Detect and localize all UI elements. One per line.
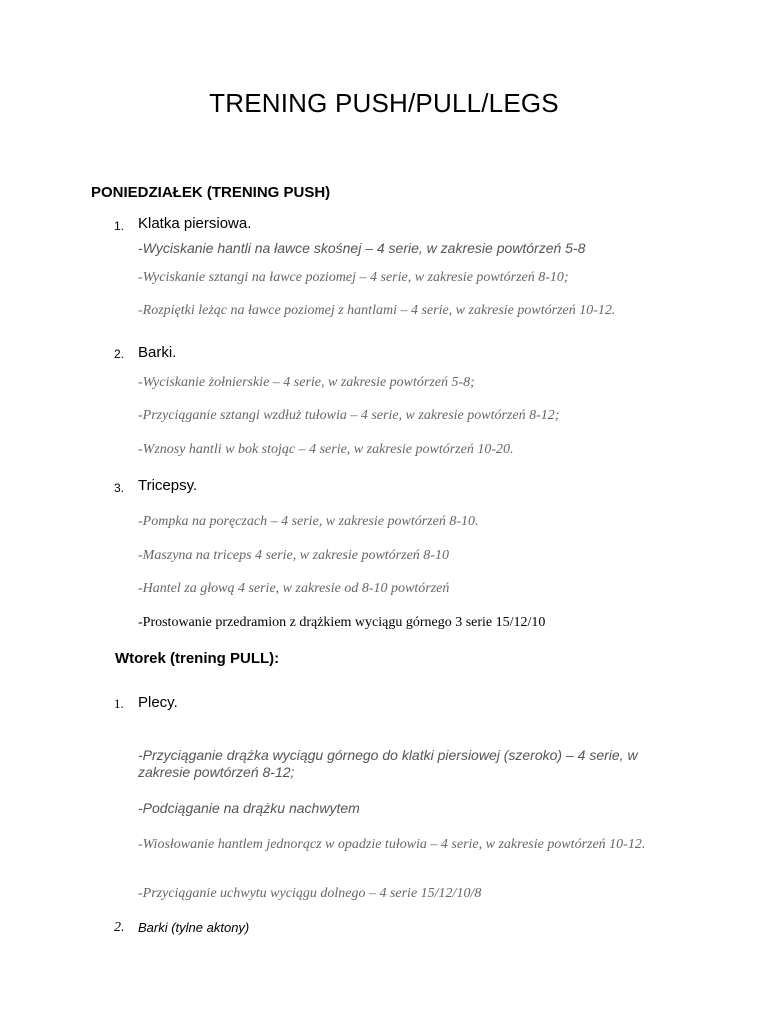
document-title: TRENING PUSH/PULL/LEGS: [209, 88, 559, 118]
exercise-item: -Rozpiętki leżąc na ławce poziomej z hantlami – 4 serie, w zakresie powtórzeń 10-12.: [138, 303, 616, 318]
group-number: 2.: [114, 347, 125, 361]
group-name-back: Plecy.: [138, 694, 178, 711]
monday-heading: PONIEDZIAŁEK (TRENING PUSH): [91, 184, 331, 201]
exercise-item: -Przyciąganie uchwytu wyciągu dolnego – 4 serie 15/12/10/8: [138, 886, 482, 901]
group-name-shoulders: Barki.: [138, 344, 177, 361]
group-number: 2.: [114, 920, 125, 935]
group-name-rear-delts: Barki (tylne aktony): [138, 920, 250, 935]
exercise-item: -Przyciąganie sztangi wzdłuż tułowia – 4 serie, w zakresie powtórzeń 8-12;: [138, 408, 560, 423]
group-number: 1.: [114, 219, 125, 233]
exercise-item: -Pompka na poręczach – 4 serie, w zakresie powtórzeń 8-10.: [138, 514, 479, 529]
exercise-item: -Prostowanie przedramion z drążkiem wyciągu górnego 3 serie 15/12/10: [138, 615, 546, 630]
exercise-item: -Maszyna na triceps 4 serie, w zakresie powtórzeń 8-10: [138, 548, 449, 563]
exercise-item: -Wyciskanie hantli na ławce skośnej – 4 serie, w zakresie powtórzeń 5-8: [138, 240, 586, 256]
exercise-item: -Wyciskanie żołnierskie – 4 serie, w zakresie powtórzeń 5-8;: [138, 375, 475, 390]
exercise-item: -Wiosłowanie hantlem jednorącz w opadzie tułowia – 4 serie, w zakresie powtórzeń 10-12.: [138, 837, 646, 852]
exercise-item: -Hantel za głową 4 serie, w zakresie od 8-10 powtórzeń: [138, 581, 450, 596]
group-name-triceps: Tricepsy.: [138, 477, 198, 494]
tuesday-heading: Wtorek (trening PULL):: [115, 650, 280, 667]
exercise-item: -Wznosy hantli w bok stojąc – 4 serie, w zakresie powtórzeń 10-20.: [138, 442, 514, 457]
group-name-chest: Klatka piersiowa.: [138, 215, 252, 232]
exercise-item: -Przyciąganie drążka wyciągu górnego do klatki piersiowej (szeroko) – 4 serie, w zakresie powtórzeń 8-12;: [138, 747, 638, 780]
exercise-item: -Wyciskanie sztangi na ławce poziomej – 4 serie, w zakresie powtórzeń 8-10;: [138, 270, 569, 285]
exercise-item: -Podciąganie na drążku nachwytem: [138, 800, 360, 816]
group-number: 3.: [114, 481, 125, 495]
group-number: 1.: [114, 696, 124, 711]
